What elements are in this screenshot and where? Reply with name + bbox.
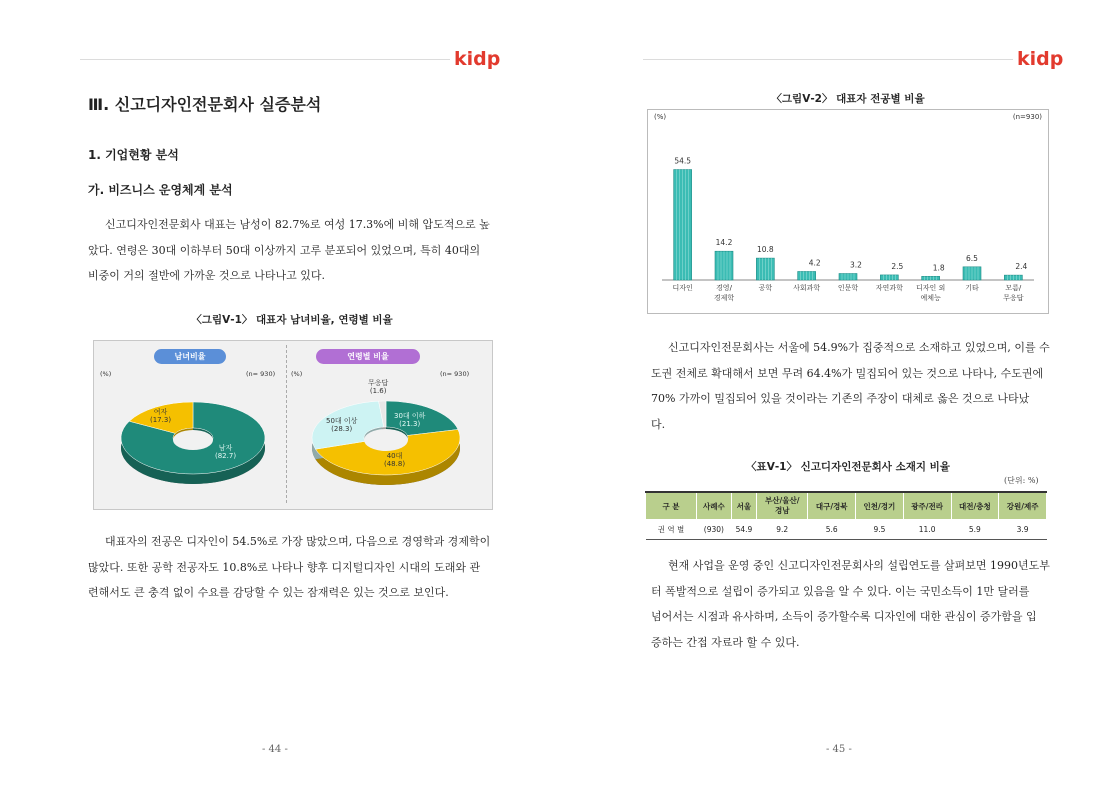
table-cell: 5.9 <box>951 520 999 540</box>
x-tick-label: 경영/ <box>716 284 732 292</box>
bar-value-label: 14.2 <box>715 238 733 248</box>
table-cell: 54.9 <box>731 520 756 540</box>
subsubsection-title: 가. 비즈니스 운영체계 분석 <box>88 183 233 197</box>
table-cell: 11.0 <box>903 520 951 540</box>
x-tick-label: 기타 <box>965 284 979 292</box>
x-tick-label: 공학 <box>758 284 773 292</box>
text-line: 넘어서는 시점과 유사하며, 소득이 증가할수록 디자인에 대한 관심이 증가함을 입 <box>651 610 1037 623</box>
figure-gender-age <box>93 340 493 510</box>
gender-n: (n= 930) <box>246 370 276 378</box>
bar-svg <box>648 110 1048 313</box>
table-cell: 3.9 <box>999 520 1047 540</box>
text-line: 70% 가까이 밀집되어 있을 것이라는 기존의 주장이 대체로 옳은 것으로 나타났 <box>651 392 1030 405</box>
section-title: Ⅲ. 신고디자인전문회사 실증분석 <box>88 95 322 114</box>
bar-value-label: 1.8 <box>932 263 945 273</box>
label-female: 여자 (17.3) <box>150 408 172 424</box>
figure-caption: 〈그림Ⅴ-1〉 대표자 남녀비율, 연령별 비율 <box>191 314 393 326</box>
age-unit: (%) <box>291 370 303 378</box>
x-tick-label: 사회과학 <box>793 284 821 292</box>
table-header: 강원/제주 <box>999 492 1047 520</box>
bar-value-label: 10.8 <box>756 245 774 255</box>
location-table <box>645 491 1047 540</box>
text-line: 았다. 연령은 30대 이하부터 50대 이상까지 고루 분포되어 있었으며, 특히 40대의 <box>88 243 481 257</box>
gender-panel-title: 남녀비율 <box>154 349 226 364</box>
bar-value-label: 6.5 <box>966 253 978 263</box>
major-bar-chart <box>647 109 1049 314</box>
x-tick-label: 예체능 <box>920 294 941 302</box>
table-cell: 9.5 <box>856 520 904 540</box>
text-line: 도권 전체로 확대해서 보면 무려 64.4%가 밀집되어 있는 것으로 나타나, 수도권에 <box>651 366 1044 380</box>
paragraph-3 <box>651 335 1051 437</box>
subsection-title: 1. 기업현황 분석 <box>88 148 179 162</box>
label-noanswer: 무응답 (1.6) <box>368 379 389 395</box>
gender-unit: (%) <box>100 370 112 378</box>
label-40s: 40대 (48.8) <box>384 452 406 468</box>
label-under30: 30대 이하 (21.3) <box>394 412 426 428</box>
table-unit: (단위: %) <box>1004 476 1039 485</box>
kidp-logo-right: kidp <box>1017 48 1064 70</box>
table-cell: 5.6 <box>808 520 856 540</box>
table-header: 대전/충청 <box>951 492 999 520</box>
page-number-left: - 44 - <box>262 744 288 755</box>
table-cell: 9.2 <box>757 520 808 540</box>
text-line: 대표자의 전공은 디자인이 54.5%로 가장 많았으며, 다음으로 경영학과 경제학이 <box>105 535 491 548</box>
table-header: 부산/울산/ 경남 <box>757 492 808 520</box>
bar-value-label: 2.4 <box>1015 262 1028 272</box>
x-tick-label: 인문학 <box>837 284 859 292</box>
table-header: 인천/경기 <box>856 492 904 520</box>
age-donut <box>298 396 473 496</box>
age-panel-title: 연령별 비율 <box>316 349 420 364</box>
table-header: 광주/전라 <box>903 492 951 520</box>
x-tick-label: 디자인 외 <box>916 284 946 292</box>
table-header: 대구/경북 <box>808 492 856 520</box>
chart-unit: (%) <box>654 113 667 121</box>
x-tick-label: 자연과학 <box>875 284 903 292</box>
table-caption: 〈표Ⅴ-1〉 신고디자인전문회사 소재지 비율 <box>746 461 950 473</box>
label-50plus: 50대 이상 (28.3) <box>326 417 358 433</box>
text-line: 터 폭발적으로 설립이 증가되고 있음을 알 수 있다. 이는 국민소득이 1만 달러를 <box>651 584 1030 598</box>
text-line: 신고디자인전문회사 대표는 남성이 82.7%로 여성 17.3%에 비해 압도적으로 높 <box>105 218 490 231</box>
bar-value-label: 3.2 <box>850 260 862 270</box>
table-header-row <box>646 492 1047 520</box>
text-line: 련해서도 큰 충격 없이 수요를 감당할 수 있는 잠재력은 있는 것으로 보인다. <box>88 586 449 599</box>
chart-n: (n=930) <box>1012 113 1042 121</box>
x-tick-label: 무응답 <box>1003 294 1024 302</box>
text-line: 비중이 거의 절반에 가까운 것으로 나타나고 있다. <box>88 269 325 282</box>
bar-value-label: 54.5 <box>674 156 692 166</box>
donut-hole <box>173 430 213 450</box>
x-tick-label: 디자인 <box>672 284 693 292</box>
header-rule-right <box>643 59 1013 60</box>
table-cell: 권 역 별 <box>646 520 697 540</box>
x-tick-label: 모름/ <box>1005 284 1022 292</box>
paragraph-2 <box>88 529 498 606</box>
label-male: 남자 (82.7) <box>215 444 237 460</box>
bar-value-label: 4.2 <box>808 258 821 268</box>
x-tick-label: 경제학 <box>713 294 735 302</box>
paragraph-1 <box>88 212 498 289</box>
text-line: 다. <box>651 417 666 431</box>
bar-value-label: 2.5 <box>891 261 904 271</box>
kidp-logo-left: kidp <box>454 48 501 70</box>
table-header: 구 분 <box>646 492 697 520</box>
paragraph-4 <box>651 553 1051 655</box>
table-header: 서울 <box>731 492 756 520</box>
text-line: 증하는 간접 자료라 할 수 있다. <box>651 635 800 649</box>
text-line: 많았다. 또한 공학 전공자도 10.8%로 나타나 향후 디지털디자인 시대의 도래와 관 <box>88 560 481 574</box>
page-number-right: - 45 - <box>826 744 852 755</box>
header-rule-left <box>80 59 450 60</box>
gender-donut <box>108 396 278 496</box>
age-n: (n= 930) <box>440 370 470 378</box>
bar-chart-title: 〈그림Ⅴ-2〉 대표자 전공별 비율 <box>771 93 925 105</box>
table-cell: (930) <box>697 520 732 540</box>
table-row <box>646 520 1047 540</box>
table-header: 사례수 <box>697 492 732 520</box>
text-line: 현재 사업을 운영 중인 신고디자인전문회사의 설립연도를 살펴보면 1990년도부 <box>668 559 1050 572</box>
donut-hole <box>364 429 408 451</box>
text-line: 신고디자인전문회사는 서울에 54.9%가 집중적으로 소재하고 있었으며, 이를 수 <box>668 341 1050 354</box>
panel-divider <box>286 345 287 503</box>
